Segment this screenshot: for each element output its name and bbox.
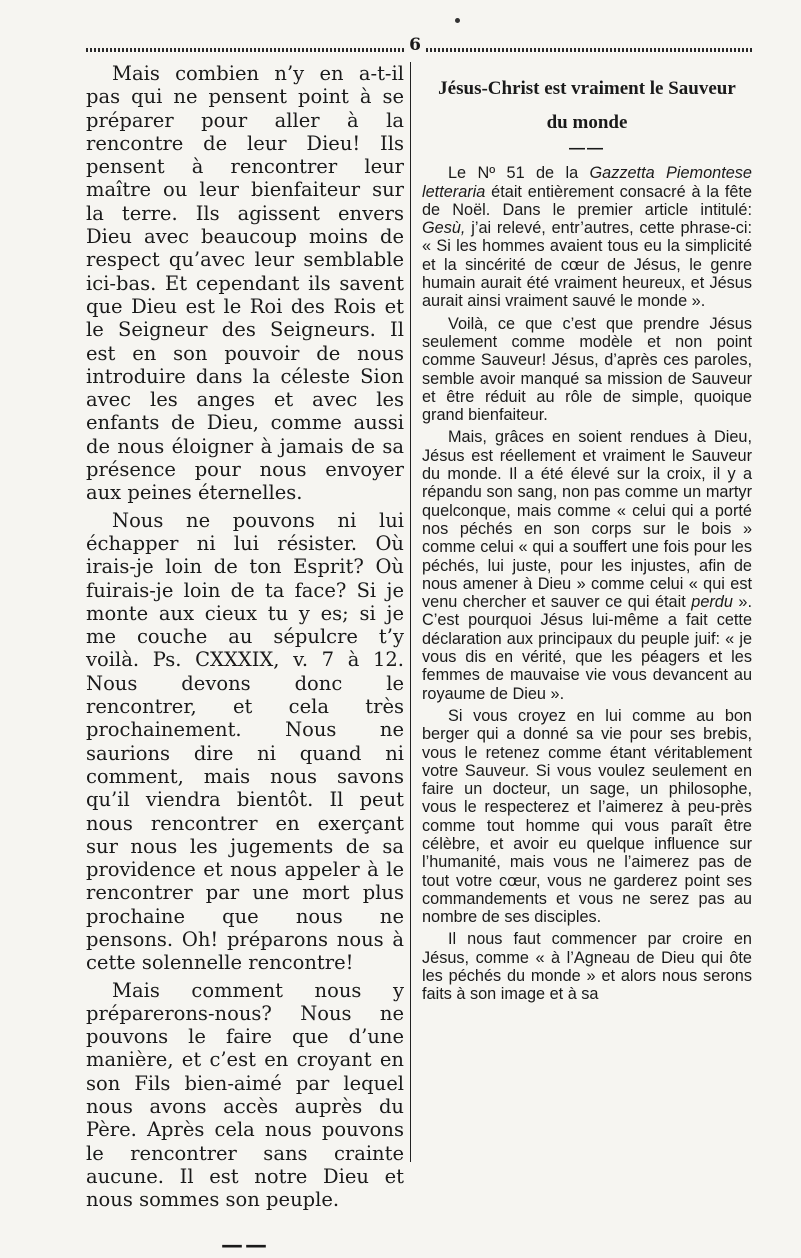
column-divider [410, 62, 411, 1162]
left-column [86, 62, 404, 1257]
right-paragraph-4: Si vous croyez en lui comme au bon berger qui a donné sa vie pour ses brebis, vous le retenez comme étant véritablement votre Sauveur. Si vous voulez seulement en faire un docteur, un sage, un philosophe, vous le respecterez et l’aimerez à peu-près comme tout homme qui vous paraît être célèbre, et avoir eu quelque influence sur l’humanité, mais vous ne l’aimerez pas de tout votre cœur, vous ne garderez point ses commandements et vous ne serez pas au nombre de ses disciples. [422, 706, 752, 927]
p1-text-c: j’ai relevé, entr’autres, cette phrase-ci: « Si les hommes avaient tous eu la simplicité et la sincérité de cœur de Jésus, le genre humain aurait été vraiment heureux, et Jésus aurait ainsi vraiment sauvé le monde ». [422, 219, 752, 311]
page-number: 6 [409, 35, 421, 55]
article-name: Gesù, [422, 219, 466, 238]
header-rule-right [426, 48, 752, 52]
article-title-line-1: Jésus-Christ est vraiment le Sauveur [438, 78, 736, 99]
p1-text-a: Le Nº 51 de la [448, 164, 590, 183]
left-paragraph-3: Mais comment nous y préparerons-nous? Nous ne pouvons le faire que d’une manière, et c’est en croyant en son Fils bien-aimé par lequel nous avons accès auprès du Père. Après cela nous pouvons le rencontrer sans crainte aucune. Il est notre Dieu et nous sommes son peuple. [86, 978, 404, 1212]
journal-title: Gazzetta Piemontese letteraria [422, 164, 752, 201]
perdu-word: perdu [691, 593, 733, 612]
article-title [422, 72, 752, 140]
header-rule-left [86, 48, 404, 52]
right-column [422, 62, 752, 1004]
left-paragraph-1: Mais combien n’y en a-t-il pas qui ne pensent point à se préparer pour aller à la rencontre de leur Dieu! Ils pensent à rencontrer leur maître ou leur bienfaiteur sur la terre. Ils agissent envers Dieu avec beaucoup moins de respect qu’avec leur semblable ici-bas. Et cependant ils savent que Dieu est le Roi des Rois et le Seigneur des Seigneurs. Il est en son pouvoir de nous introduire dans la céleste Sion avec les anges et avec les enfants de Dieu, comme aussi de nous éloigner à jamais de sa présence pour nous envoyer aux peines éternelles. [86, 62, 404, 505]
p3-text-b: ». C’est pourquoi Jésus lui-même a fait cette déclaration aux principaux du peuple juif: « je vous dis en vérité, que les péagers et les femmes de mauvaise vie vous devancent au royaume de Dieu ». [422, 593, 752, 703]
right-paragraph-5: Il nous faut commencer par croire en Jésus, comme « à l’Agneau de Dieu qui ôte les péchés du monde » et alors nous serons faits à son image et à sa [422, 930, 752, 1004]
left-paragraph-2: Nous ne pouvons ni lui échapper ni lui résister. Où irais-je loin de ton Esprit? Où fuirais-je loin de ta face? Si je monte aux cieux tu y es; si je me couche au sépulcre t’y voilà. Ps. CXXXIX, v. 7 à 12. Nous devons donc le rencontrer, et cela très prochainement. Nous ne saurions dire ni quand ni comment, mais nous savons qu’il viendra bientôt. Il peut nous rencontrer en exerçant sur nous les jugements de sa providence et nous appeler à le rencontrer par une mort plus prochaine que nous ne pensons. Oh! préparons nous à cette solennelle rencontre! [86, 508, 404, 975]
title-separator: —— [569, 140, 605, 157]
right-paragraph-2: Voilà, ce que c’est que prendre Jésus seulement comme modèle et non point comme Sauveur! Jésus, d’après ces paroles, semble avoir manqué sa mission de Sauveur et être réduit au rôle de simple, quoique grand bienfaiteur. [422, 314, 752, 425]
end-separator: —— [221, 1231, 269, 1258]
p1-text-b: était entièrement consacré à la fête de Noël. Dans le premier article intitulé: [422, 182, 752, 219]
right-paragraph-3 [422, 428, 752, 702]
article-title-line-2: du monde [546, 112, 628, 133]
right-paragraph-1 [422, 164, 752, 310]
ink-speck [455, 18, 460, 23]
page-header [86, 35, 752, 58]
p3-text-a: Mais, grâces en soient rendues à Dieu, Jésus est réellement et vraiment le Sauveur du monde. Il a été élevé sur la croix, il y a répandu son sang, non pas comme un martyr quelconque, mais comme « celui qui a porté nos péchés en son corps sur le bois » comme celui « qui a souffert une fois pour les péchés, lui juste, pour les injustes, afin de nous amener à Dieu » comme celui « qui est venu chercher et sauver ce qui était [422, 428, 752, 612]
